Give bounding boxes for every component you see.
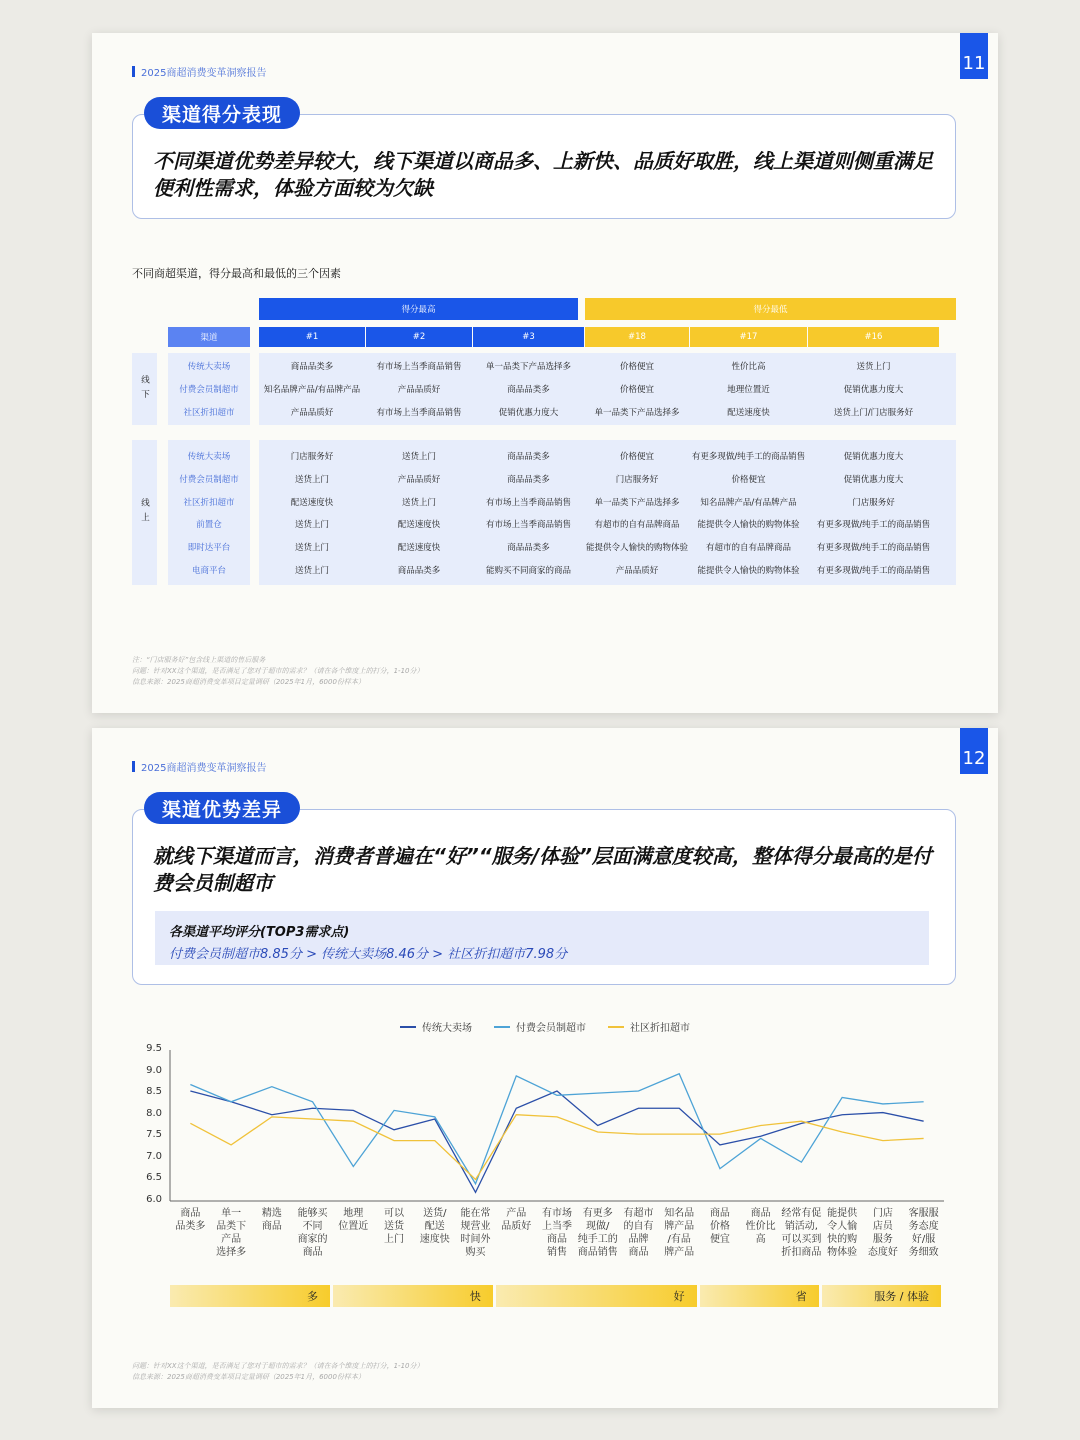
x-tick-label-line: 能够买: [297, 1208, 328, 1219]
table-cell: 商品品类多: [507, 384, 550, 395]
channel-name: 付费会员制超市: [179, 474, 239, 485]
y-tick-label: 7.0: [146, 1150, 162, 1162]
x-tick-label-line: 送货/: [423, 1208, 447, 1219]
x-tick-label: [779, 1207, 824, 1259]
y-tick-label: 9.0: [146, 1064, 162, 1076]
table-cell: 促销优惠力度大: [843, 384, 904, 395]
x-tick-label-line: 销活动,: [784, 1221, 818, 1232]
x-tick-label-line: 物体验: [827, 1247, 858, 1258]
x-tick-label-line: 配送: [424, 1221, 445, 1232]
table-cell: 配送速度快: [727, 407, 770, 418]
footnote: 信息来源：2025商超消费变革项目定量调研（2025年1月，6000份样本）: [132, 678, 365, 686]
channel-name: 即时达平台: [187, 543, 231, 554]
x-tick-label-line: 商品: [302, 1247, 323, 1258]
table-cell: 促销优惠力度大: [843, 452, 904, 462]
x-tick-label: [738, 1207, 783, 1246]
column-header-rank: #3: [473, 327, 584, 347]
y-tick-label: 6.5: [146, 1172, 162, 1184]
x-tick-label-line: 商家的: [297, 1234, 328, 1245]
table-cell: 送货上门: [294, 566, 329, 576]
x-tick-label: [331, 1207, 376, 1233]
table-cell: 性价比高: [731, 362, 766, 372]
x-tick-label-line: 上门: [384, 1234, 405, 1245]
page-headline: 就线下渠道而言，消费者普遍在“好”“服务/体验”层面满意度较高，整体得分最高的是付费会员制超市: [153, 844, 932, 895]
footnotes: [132, 1361, 423, 1383]
table-cell: 有更多现做/纯手工的商品销售: [816, 520, 931, 531]
x-tick-label: [249, 1207, 294, 1233]
x-tick-label: [698, 1207, 743, 1246]
table-cell: 能提供令人愉快的购物体验: [697, 520, 800, 531]
offline-label: 线下: [139, 374, 150, 404]
table-cell: 价格便宜: [619, 362, 654, 372]
x-tick-label-line: 现做/: [586, 1221, 610, 1232]
x-tick-label-line: 有更多: [582, 1208, 613, 1219]
table-cell: 商品品类多: [507, 452, 550, 462]
x-tick-label: [901, 1207, 946, 1259]
page-headline: 不同渠道优势差异较大，线下渠道以商品多、上新快、品质好取胜，线上渠道则侧重满足便利性需求，体验方面较为欠缺: [153, 149, 933, 200]
x-tick-label: [820, 1207, 865, 1259]
table-cell: 地理位置近: [727, 384, 770, 395]
table-cell: 产品品质好: [397, 384, 441, 395]
table-caption: 不同商超渠道，得分最高和最低的三个因素: [132, 267, 341, 280]
report-title: 2025商超消费变革洞察报告: [141, 68, 267, 79]
table-cell: 促销优惠力度大: [498, 407, 559, 418]
x-tick-label-line: 能在常: [460, 1208, 491, 1219]
x-tick-label-line: 能提供: [827, 1208, 858, 1219]
x-tick-label-line: 精选: [261, 1208, 282, 1219]
x-tick-label-line: 有市场: [541, 1208, 572, 1219]
channel-name: 社区折扣超市: [183, 407, 235, 418]
table-cell: 能提供令人愉快的购物体验: [585, 543, 688, 554]
table-cell: 配送速度快: [397, 543, 441, 554]
table-cell: 商品品类多: [507, 474, 550, 485]
x-tick-label-line: 商品: [709, 1208, 730, 1219]
x-tick-label-line: 快的购: [827, 1234, 858, 1245]
legend-label: 付费会员制超市: [516, 1023, 586, 1034]
report-header: [132, 64, 266, 79]
table-cell: 知名品牌产品/有品牌产品: [700, 497, 797, 508]
table-cell: 产品品质好: [290, 407, 334, 418]
channel-name: 付费会员制超市: [179, 384, 239, 395]
y-tick-label: 8.5: [146, 1086, 162, 1098]
y-tick-label: 6.0: [146, 1194, 162, 1205]
header-accent-bar: [132, 66, 135, 77]
x-tick-label-line: 不同: [302, 1221, 323, 1232]
page-number: 11: [960, 33, 988, 79]
column-header-rank: #16: [808, 327, 939, 347]
column-header-rank: #18: [585, 327, 689, 347]
x-tick-label: [535, 1207, 580, 1259]
x-tick-label-line: 经常有促: [781, 1208, 822, 1219]
table-cell: 配送速度快: [290, 497, 334, 508]
x-tick-label-line: 产品: [221, 1234, 242, 1245]
x-tick-label-line: 客服服: [908, 1208, 939, 1219]
table-cell: 有市场上当季商品销售: [376, 407, 462, 418]
report-title: 2025商超消费变革洞察报告: [141, 763, 267, 774]
x-tick-label-line: 规营业: [460, 1221, 491, 1232]
table-cell: 送货上门: [401, 497, 436, 508]
y-tick-label: 9.5: [146, 1043, 162, 1054]
table-cell: 能提供令人愉快的购物体验: [697, 566, 800, 576]
x-tick-label-line: 价格: [709, 1221, 730, 1232]
summary-title: 各渠道平均评分(TOP3需求点): [169, 925, 350, 940]
footnote: 问题：针对XX这个渠道，是否满足了您对于超市的需求？（请在各个维度上的打分，1-10分）: [132, 1362, 424, 1370]
footnote: 注：“门店服务好”包含线上渠道的售后服务: [132, 656, 266, 664]
online-label: 线上: [139, 498, 150, 527]
channel-name: 传统大卖场: [187, 362, 231, 372]
x-tick-label-line: 选择多: [216, 1247, 247, 1258]
group-header-high: 得分最高: [259, 298, 578, 320]
x-tick-label-line: 商品: [628, 1247, 649, 1258]
table-cell: 产品品质好: [397, 474, 441, 485]
x-tick-label-line: 送货: [384, 1221, 405, 1232]
category-group-bar: 好: [496, 1285, 697, 1307]
table-cell: 促销优惠力度大: [843, 474, 904, 485]
category-group-bar: 快: [333, 1285, 493, 1307]
headline-box: [132, 114, 956, 219]
x-tick-label-line: 上当季: [541, 1221, 572, 1232]
x-tick-label-line: 商品: [546, 1234, 567, 1245]
section-title: 渠道优势差异: [144, 792, 300, 824]
table-cell: 有市场上当季商品销售: [485, 520, 571, 531]
legend-label: 社区折扣超市: [630, 1023, 690, 1034]
x-tick-label-line: 有超市: [623, 1208, 654, 1219]
column-header-channel: 渠道: [168, 327, 250, 347]
x-tick-label-line: 可以: [384, 1208, 405, 1219]
channel-name: 电商平台: [191, 566, 226, 576]
x-tick-label: [575, 1207, 620, 1259]
section-title: 渠道得分表现: [144, 97, 300, 129]
x-tick-label-line: 品质好: [501, 1221, 532, 1232]
table-cell: 单一品类下产品选择多: [594, 497, 680, 508]
x-tick-label-line: 购买: [465, 1247, 486, 1258]
x-tick-label-line: 地理: [343, 1208, 364, 1219]
x-tick-label: [616, 1207, 661, 1259]
table-cell: 有市场上当季商品销售: [376, 362, 462, 372]
x-tick-label-line: 品牌: [628, 1234, 649, 1245]
report-page-11: [92, 33, 998, 713]
x-tick-label-line: 知名品: [664, 1208, 695, 1219]
x-tick-label-line: 品类多: [175, 1221, 206, 1232]
x-tick-label: [861, 1207, 906, 1259]
channel-name: 传统大卖场: [187, 452, 231, 462]
table-cell: 有更多现做/纯手工的商品销售: [691, 452, 806, 462]
x-tick-label: [209, 1207, 254, 1259]
table-cell: 送货上门: [856, 362, 891, 372]
x-tick-label-line: 态度好: [867, 1247, 898, 1258]
table-cell: 价格便宜: [619, 452, 654, 462]
table-cell: 送货上门/门店服务好: [833, 407, 914, 418]
table-cell: 门店服务好: [615, 474, 659, 485]
x-tick-label-line: 可以买到: [781, 1234, 822, 1245]
x-tick-label-line: 折扣商品: [781, 1247, 822, 1258]
table-cell: 价格便宜: [731, 474, 766, 485]
table-cell: 商品品类多: [507, 543, 550, 554]
channel-name: 前置仓: [196, 520, 222, 531]
y-tick-label: 7.5: [146, 1129, 162, 1141]
column-header-rank: #1: [259, 327, 365, 347]
x-tick-label-line: 产品: [506, 1208, 527, 1219]
series-line-1: [190, 1074, 923, 1184]
x-tick-label: [372, 1207, 417, 1246]
table-cell: 门店服务好: [290, 452, 334, 462]
x-tick-label-line: 的自有: [623, 1221, 654, 1232]
x-tick-label-line: 商品: [750, 1208, 771, 1219]
page-number: 12: [960, 728, 988, 774]
category-group-bar: 省: [700, 1285, 819, 1307]
x-tick-label-line: 纯手工的: [577, 1234, 618, 1245]
table-cell: 送货上门: [294, 520, 329, 531]
x-tick-label-line: 店员: [872, 1221, 893, 1232]
x-tick-label-line: 品类下: [216, 1221, 247, 1232]
table-cell: 能购买不同商家的商品: [485, 566, 571, 576]
category-group-bar: 多: [170, 1285, 330, 1307]
legend-label: 传统大卖场: [422, 1023, 472, 1034]
x-tick-label-line: 务细致: [908, 1247, 939, 1258]
table-cell: 有市场上当季商品销售: [485, 497, 571, 508]
series-line-2: [190, 1115, 923, 1180]
table-cell: 有更多现做/纯手工的商品销售: [816, 566, 931, 576]
x-tick-label-line: 商品: [261, 1221, 282, 1232]
table-cell: 送货上门: [294, 474, 329, 485]
channel-name: 社区折扣超市: [183, 497, 235, 508]
footnotes: [132, 655, 423, 688]
y-tick-label: 8.0: [146, 1107, 162, 1119]
x-tick-label: [453, 1207, 498, 1259]
table-cell: 商品品类多: [290, 362, 334, 372]
x-tick-label-line: 商品销售: [577, 1247, 618, 1258]
group-header-low: 得分最低: [585, 298, 956, 320]
table-cell: 知名品牌产品/有品牌产品: [263, 384, 361, 395]
x-tick-label-line: 速度快: [419, 1234, 450, 1245]
x-tick-label: [290, 1207, 335, 1259]
x-tick-label-line: 门店: [872, 1208, 893, 1219]
x-tick-label-line: 销售: [546, 1247, 567, 1258]
category-group-bar: 服务 / 体验: [822, 1285, 941, 1307]
table-cell: 送货上门: [294, 543, 329, 554]
x-tick-label-line: 令人愉: [827, 1221, 858, 1232]
table-cell: 有超市的自有品牌商品: [705, 543, 791, 554]
table-cell: 单一品类下产品选择多: [485, 362, 571, 372]
x-tick-label-line: 高: [755, 1234, 766, 1245]
x-tick-label-line: 务态度: [908, 1221, 939, 1232]
table-cell: 有更多现做/纯手工的商品销售: [816, 543, 931, 554]
table-cell: 配送速度快: [397, 520, 441, 531]
table-cell: 价格便宜: [619, 384, 654, 395]
table-cell: 产品品质好: [615, 566, 659, 576]
table-cell: 送货上门: [401, 452, 436, 462]
x-tick-label: [494, 1207, 539, 1233]
x-tick-label: [412, 1207, 457, 1246]
summary-text: 付费会员制超市8.85分 > 传统大卖场8.46分 > 社区折扣超市7.98分: [169, 947, 568, 962]
x-tick-label-line: 位置近: [338, 1221, 369, 1232]
x-tick-label-line: 服务: [872, 1234, 893, 1245]
x-tick-label-line: 便宜: [709, 1234, 730, 1245]
table-cell: 有超市的自有品牌商品: [594, 520, 680, 531]
x-tick-label: [168, 1207, 213, 1233]
x-tick-label-line: 牌产品: [664, 1247, 695, 1258]
x-tick-label-line: 性价比: [745, 1221, 776, 1232]
footnote: 信息来源：2025商超消费变革项目定量调研（2025年1月，6000份样本）: [132, 1373, 365, 1381]
x-tick-label-line: /有品: [667, 1234, 691, 1245]
x-tick-label-line: 单一: [221, 1208, 242, 1219]
x-tick-label-line: 牌产品: [664, 1221, 695, 1232]
x-tick-label-line: 好/服: [911, 1234, 936, 1245]
x-tick-label: [657, 1207, 702, 1259]
table-cell: 单一品类下产品选择多: [594, 407, 680, 418]
x-tick-label-line: 时间外: [460, 1234, 491, 1245]
table-cell: 商品品类多: [397, 566, 441, 576]
column-header-rank: #17: [690, 327, 807, 347]
x-tick-label-line: 商品: [180, 1208, 201, 1219]
report-page-12: [92, 728, 998, 1408]
footnote: 问题：针对XX这个渠道，是否满足了您对于超市的需求？（请在各个维度上的打分，1-10分）: [132, 667, 424, 675]
table-cell: 门店服务好: [852, 497, 895, 508]
column-header-rank: #2: [366, 327, 472, 347]
